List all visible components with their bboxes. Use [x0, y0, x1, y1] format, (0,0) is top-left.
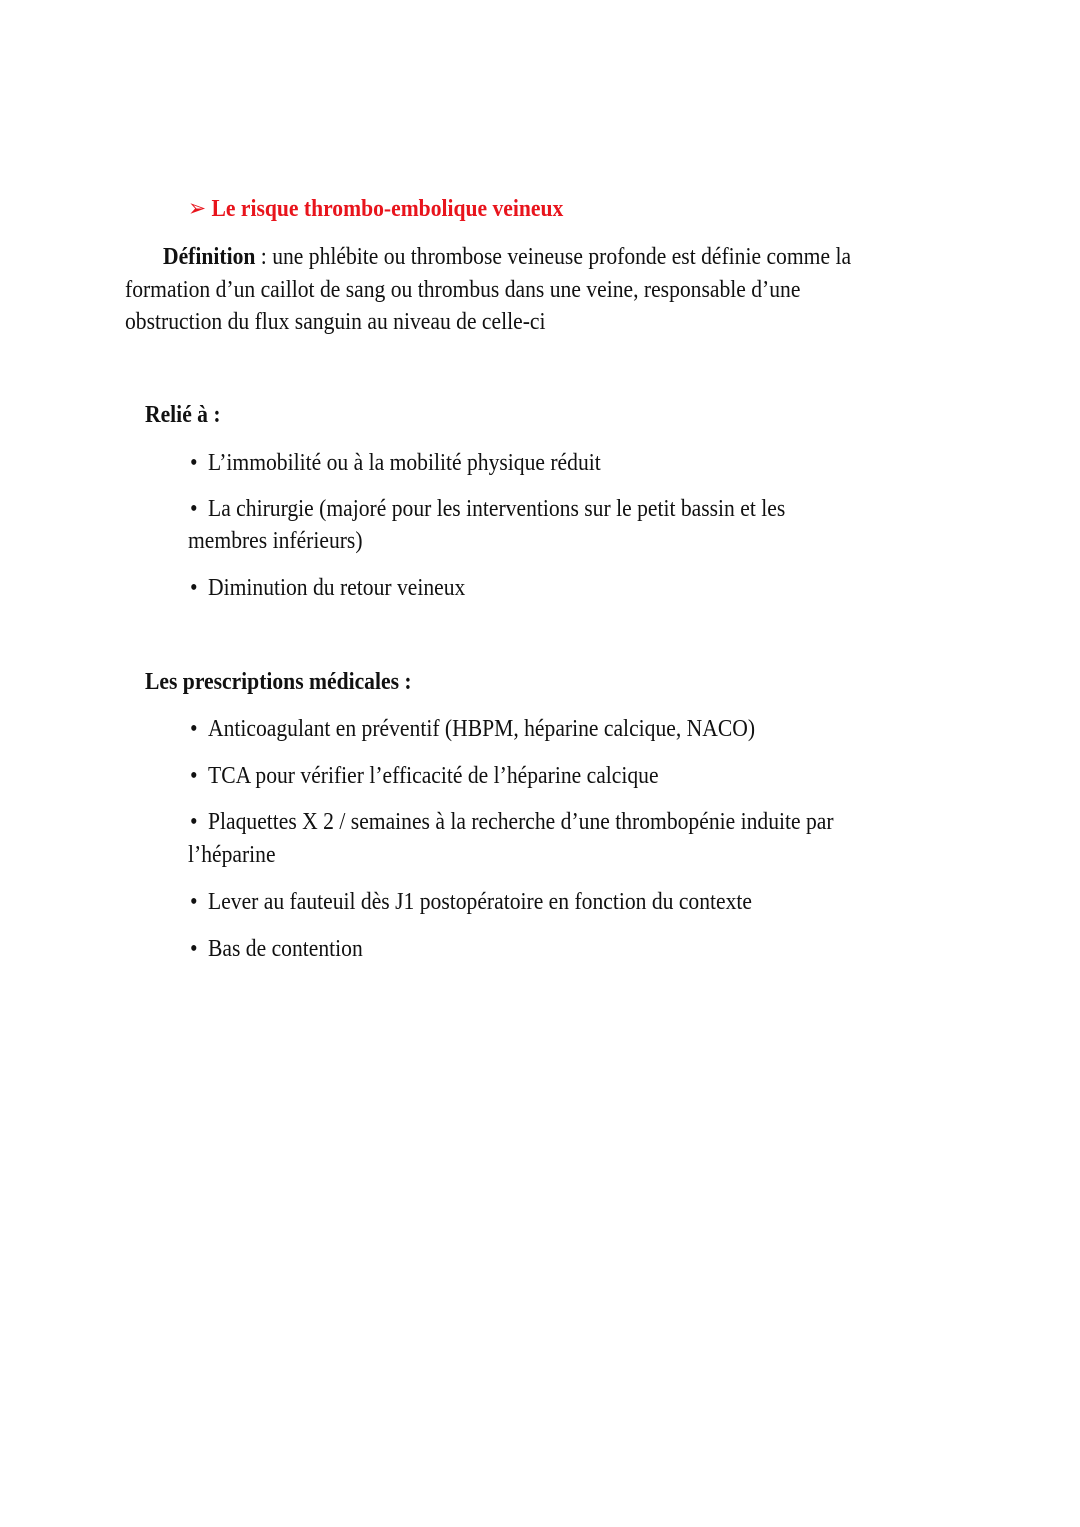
bullet-icon: • — [190, 575, 198, 601]
definition-line: obstruction du flux sanguin au niveau de celle-ci — [125, 309, 546, 335]
list-item: • La chirurgie (majoré pour les interventions sur le petit bassin et les — [190, 496, 786, 522]
list-item: • Lever au fauteuil dès J1 postopératoire en fonction du contexte — [190, 889, 753, 915]
relie-heading: Relié à : — [145, 402, 221, 428]
definition-label: Définition — [163, 244, 256, 270]
list-item-continuation: membres inférieurs) — [188, 528, 363, 554]
arrow-icon: ➢ — [188, 196, 207, 222]
bullet-icon: • — [190, 716, 198, 742]
list-item: • Plaquettes X 2 / semaines à la recherche d’une thrombopénie induite par — [190, 809, 834, 835]
definition-line: formation d’un caillot de sang ou thrombus dans une veine, responsable d’une — [125, 277, 801, 303]
list-item: • Diminution du retour veineux — [190, 575, 466, 601]
list-item-continuation: l’héparine — [188, 842, 276, 868]
bullet-icon: • — [190, 450, 198, 476]
bullet-icon: • — [190, 889, 198, 915]
list-item: • TCA pour vérifier l’efficacité de l’héparine calcique — [190, 763, 659, 789]
bullet-icon: • — [190, 496, 198, 522]
definition-line: Définition : une phlébite ou thrombose veineuse profonde est définie comme la — [163, 244, 852, 270]
section-title: ➢ Le risque thrombo-embolique veineux — [188, 196, 564, 222]
list-item: • Bas de contention — [190, 936, 363, 962]
bullet-icon: • — [190, 936, 198, 962]
bullet-icon: • — [190, 763, 198, 789]
list-item: • L’immobilité ou à la mobilité physique réduit — [190, 450, 601, 476]
list-item: • Anticoagulant en préventif (HBPM, héparine calcique, NACO) — [190, 716, 756, 742]
prescriptions-heading: Les prescriptions médicales : — [145, 669, 412, 695]
bullet-icon: • — [190, 809, 198, 835]
